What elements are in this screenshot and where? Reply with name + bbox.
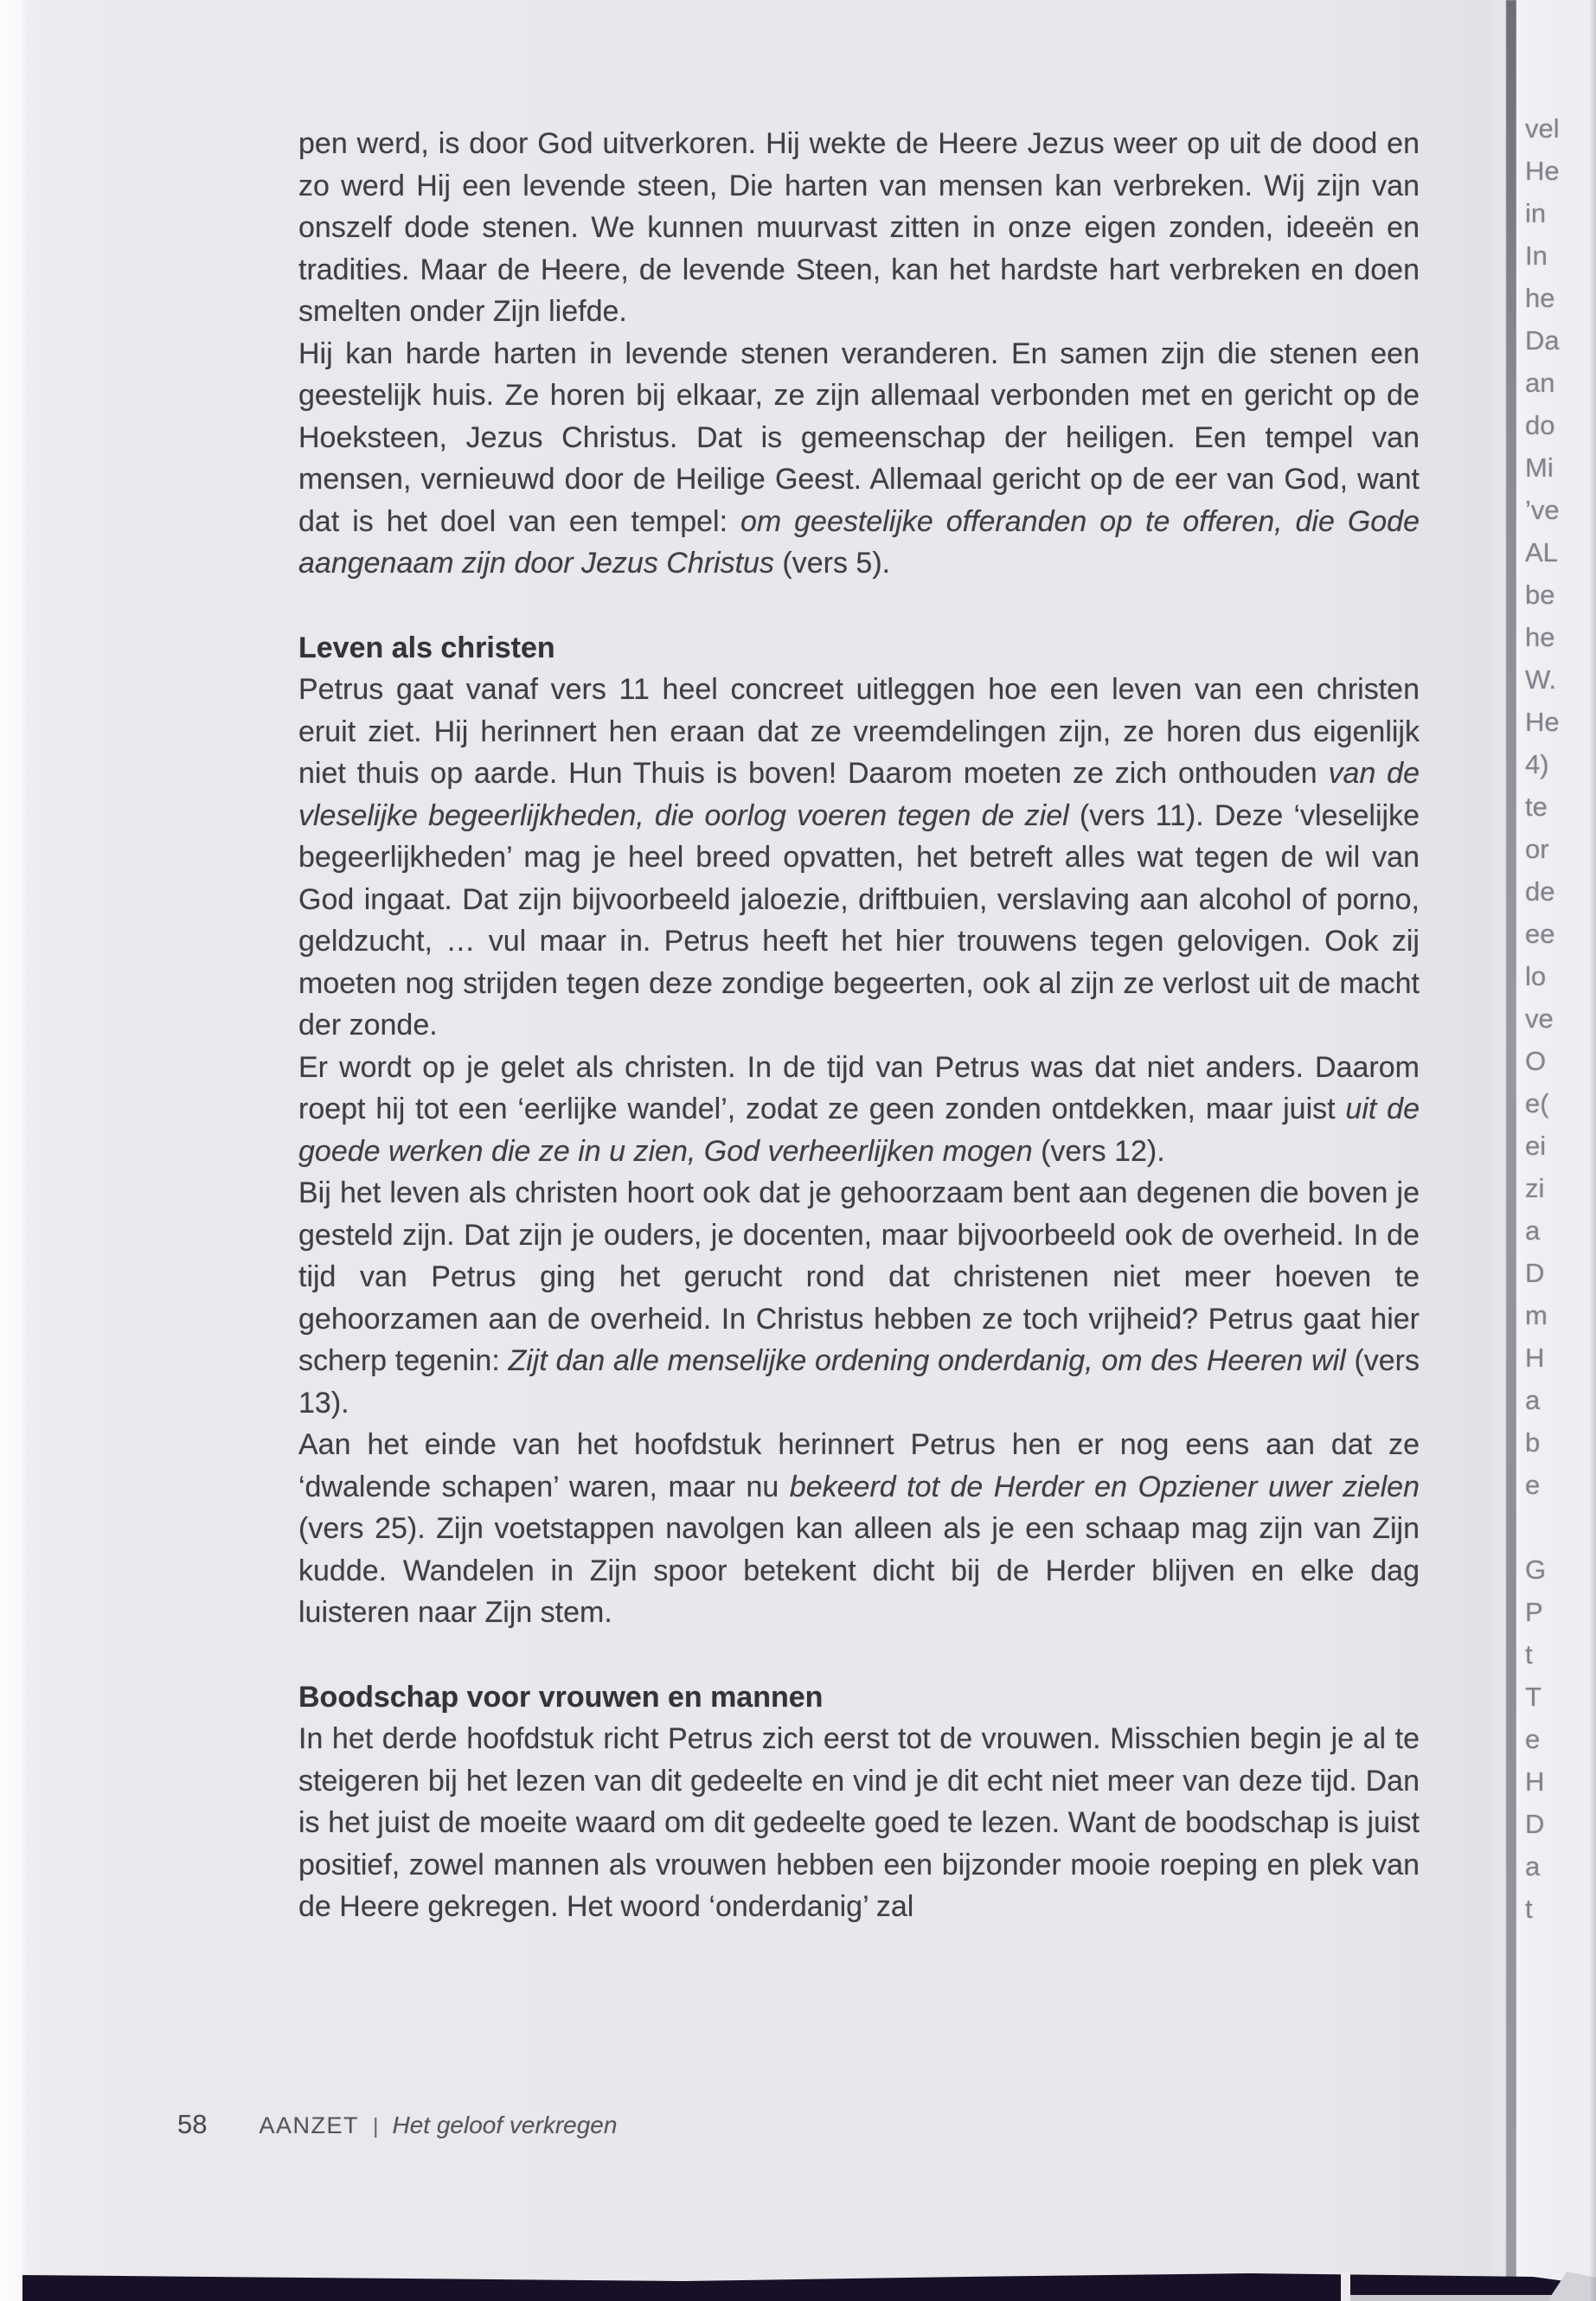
edge-text-fragment: G	[1525, 1554, 1547, 1585]
edge-text-fragment: Mi	[1525, 452, 1554, 483]
text-block	[298, 123, 1420, 1928]
facing-page-fragments	[1525, 107, 1575, 1972]
edge-text-fragment: ’ve	[1525, 495, 1560, 525]
page-footer	[177, 2109, 617, 2140]
body-text-run: (vers 11). Deze ‘vleselijke begeerlijkheden’ mag je heel breed opvatten, het betreft alles wat tegen de wil van God ingaat. Dat zijn bijvoorbeeld jaloezie, driftbuien, verslaving aan alcohol of porno, geldzucht, … vul maar in. Petrus heeft het hier trouwens tegen gelovigen. Ook zij moeten nog strijden tegen deze zondige begeerten, ook al zijn ze verlost uit de macht der zonde.	[298, 798, 1420, 1042]
edge-text-fragment: ee	[1525, 919, 1555, 949]
edge-text-fragment: in	[1525, 198, 1547, 228]
body-text-run: Aan het einde van het hoofdstuk herinnert Petrus hen er nog eens aan dat ze ‘dwalende schapen’ waren, maar nu	[298, 1428, 1420, 1503]
paragraph	[298, 1172, 1420, 1424]
facing-page-sliver	[1516, 0, 1596, 2301]
edge-text-fragment: vel	[1525, 113, 1560, 144]
body-text-run: Petrus gaat vanaf vers 11 heel concreet uitleggen hoe een leven van een christen eruit ziet. Hij herinnert hen eraan dat ze vreemdelingen zijn, ze horen dus eigenlijk niet thuis op aarde. Hun Thuis is boven! Daarom moeten ze zich onthouden	[298, 673, 1420, 790]
edge-text-fragment: he	[1525, 622, 1555, 652]
scripture-quote-italic: om geestelijke offeranden op te offeren, die Gode aangenaam zijn door Jezus Christus	[298, 504, 1420, 580]
edge-text-fragment: He	[1525, 156, 1560, 186]
edge-text-fragment: In	[1525, 240, 1548, 271]
body-text-run: Er wordt op je gelet als christen. In de tijd van Petrus was dat niet anders. Daarom roept hij tot een ‘eerlijke wandel’, zodat ze geen zonden ontdekken, maar juist	[298, 1050, 1420, 1125]
edge-text-fragment: te	[1525, 792, 1548, 822]
scripture-quote-italic: uit de goede werken die ze in u zien, God verheerlijken mogen	[298, 1093, 1420, 1168]
edge-text-fragment	[1525, 1930, 1575, 1972]
body-text-run: Hij kan harde harten in levende stenen veranderen. En samen zijn die stenen een geestelijk huis. Ze horen bij elkaar, ze zijn allemaal verbonden met en gericht op de Hoeksteen, Jezus Christus. Dat is gemeenschap der heiligen. Een tempel van mensen, vernieuwd door de Heilige Geest. Allemaal gericht op de eer van God, want dat is het doel van een tempel:	[298, 336, 1420, 538]
edge-text-fragment: P	[1525, 1597, 1543, 1627]
edge-text-fragment: b	[1525, 1427, 1541, 1458]
section-heading: Boodschap voor vrouwen en mannen	[298, 1680, 824, 1714]
edge-text-fragment: a	[1525, 1385, 1541, 1415]
edge-text-fragment: t	[1525, 1639, 1533, 1670]
footer-separator: |	[373, 2114, 379, 2138]
body-text-run: (vers 5).	[773, 547, 891, 580]
edge-text-fragment: e(	[1525, 1088, 1549, 1118]
body-text-run: (vers 25). Zijn voetstappen navolgen kan alleen als je een schaap mag zijn van Zijn kudde. Wandelen in Zijn spoor betekent dicht bij de Herder blijven en elke dag luisteren naar Zijn stem.	[298, 1512, 1420, 1629]
scripture-quote-italic: van de vleselijke begeerlijkheden, die oorlog voeren tegen de ziel	[298, 757, 1420, 832]
edge-text-fragment: AL	[1525, 537, 1558, 567]
edge-text-fragment: m	[1525, 1300, 1548, 1330]
edge-text-fragment: e	[1525, 1724, 1541, 1754]
paragraph	[298, 1047, 1420, 1173]
edge-text-fragment: t	[1525, 1894, 1533, 1924]
edge-text-fragment: He	[1525, 707, 1560, 737]
paragraph	[298, 123, 1420, 333]
scripture-quote-italic: bekeerd tot de Herder en Opziener uwer zielen	[789, 1470, 1420, 1503]
edge-text-fragment: Da	[1525, 325, 1560, 356]
edge-text-fragment: zi	[1525, 1173, 1545, 1203]
edge-text-fragment: he	[1525, 283, 1555, 313]
edge-text-fragment: 4)	[1525, 749, 1549, 779]
scanner-edge-strip	[0, 0, 28, 2301]
scripture-quote-italic: Zijt dan alle menselijke ordening onderdanig, om des Heeren wil	[508, 1344, 1346, 1377]
body-text-run: (vers 12).	[1032, 1134, 1165, 1168]
paragraph	[298, 1424, 1420, 1634]
edge-text-fragment: e	[1525, 1470, 1541, 1500]
body-text-run: (vers 13).	[298, 1344, 1420, 1420]
edge-text-fragment: an	[1525, 368, 1555, 398]
edge-text-fragment: lo	[1525, 961, 1547, 991]
edge-text-fragment: do	[1525, 410, 1555, 440]
body-text-run: Bij het leven als christen hoort ook dat je gehoorzaam bent aan degenen die boven je gesteld zijn. Dat zijn je ouders, je docenten, maar bijvoorbeeld ook de overheid. In de tijd van Petrus ging het gerucht rond dat christenen niet meer hoeven te gehoorzamen aan de overheid. In Christus hebben ze toch vrijheid? Petrus gaat hier scherp tegenin:	[298, 1176, 1420, 1377]
footer-book-title: Het geloof verkregen	[392, 2112, 618, 2138]
body-text-run: pen werd, is door God uitverkoren. Hij wekte de Heere Jezus weer op uit de dood en zo werd Hij een levende steen, Die harten van mensen kan verbreken. Wij zijn van onszelf dode stenen. We kunnen muurvast zitten in onze eigen zonden, ideeën en tradities. Maar de Heere, de levende Steen, kan het hardste hart verbreken en doen smelten onder Zijn liefde.	[298, 127, 1420, 328]
paragraph	[298, 333, 1420, 585]
edge-text-fragment: de	[1525, 876, 1555, 907]
edge-text-fragment: be	[1525, 580, 1555, 610]
edge-text-fragment: ve	[1525, 1003, 1554, 1034]
edge-text-fragment: or	[1525, 834, 1549, 864]
bottom-edge-gap	[1341, 2272, 1350, 2301]
edge-text-fragment: W.	[1525, 664, 1557, 695]
edge-text-fragment	[1525, 1506, 1575, 1548]
edge-text-fragment: T	[1525, 1682, 1542, 1712]
edge-text-fragment: H	[1525, 1343, 1545, 1373]
edge-text-fragment: H	[1525, 1766, 1545, 1797]
edge-text-fragment: O	[1525, 1046, 1547, 1076]
page-gutter-fold-line	[1506, 0, 1516, 2301]
footer-series-title: AANZET	[259, 2112, 359, 2138]
paragraph	[298, 1718, 1420, 1928]
body-text-run: In het derde hoofdstuk richt Petrus zich eerst tot de vrouwen. Misschien begin je al te steigeren bij het lezen van dit gedeelte en vind je dit echt niet meer van deze tijd. Dan is het juist de moeite waard om dit gedeelte goed te lezen. Want de boodschap is juist positief, zowel mannen als vrouwen hebben een bijzonder mooie roeping en plek van de Heere gekregen. Het woord ‘onderdanig’ zal	[298, 1722, 1420, 1923]
page-number: 58	[177, 2109, 208, 2139]
edge-text-fragment: D	[1525, 1258, 1545, 1288]
paragraph	[298, 669, 1420, 1047]
edge-text-fragment: a	[1525, 1215, 1541, 1246]
edge-text-fragment: a	[1525, 1851, 1541, 1881]
edge-text-fragment: ei	[1525, 1131, 1547, 1161]
edge-text-fragment: D	[1525, 1809, 1545, 1839]
section-heading: Leven als christen	[298, 631, 555, 664]
image-right-edge-shadow	[1589, 0, 1596, 2301]
